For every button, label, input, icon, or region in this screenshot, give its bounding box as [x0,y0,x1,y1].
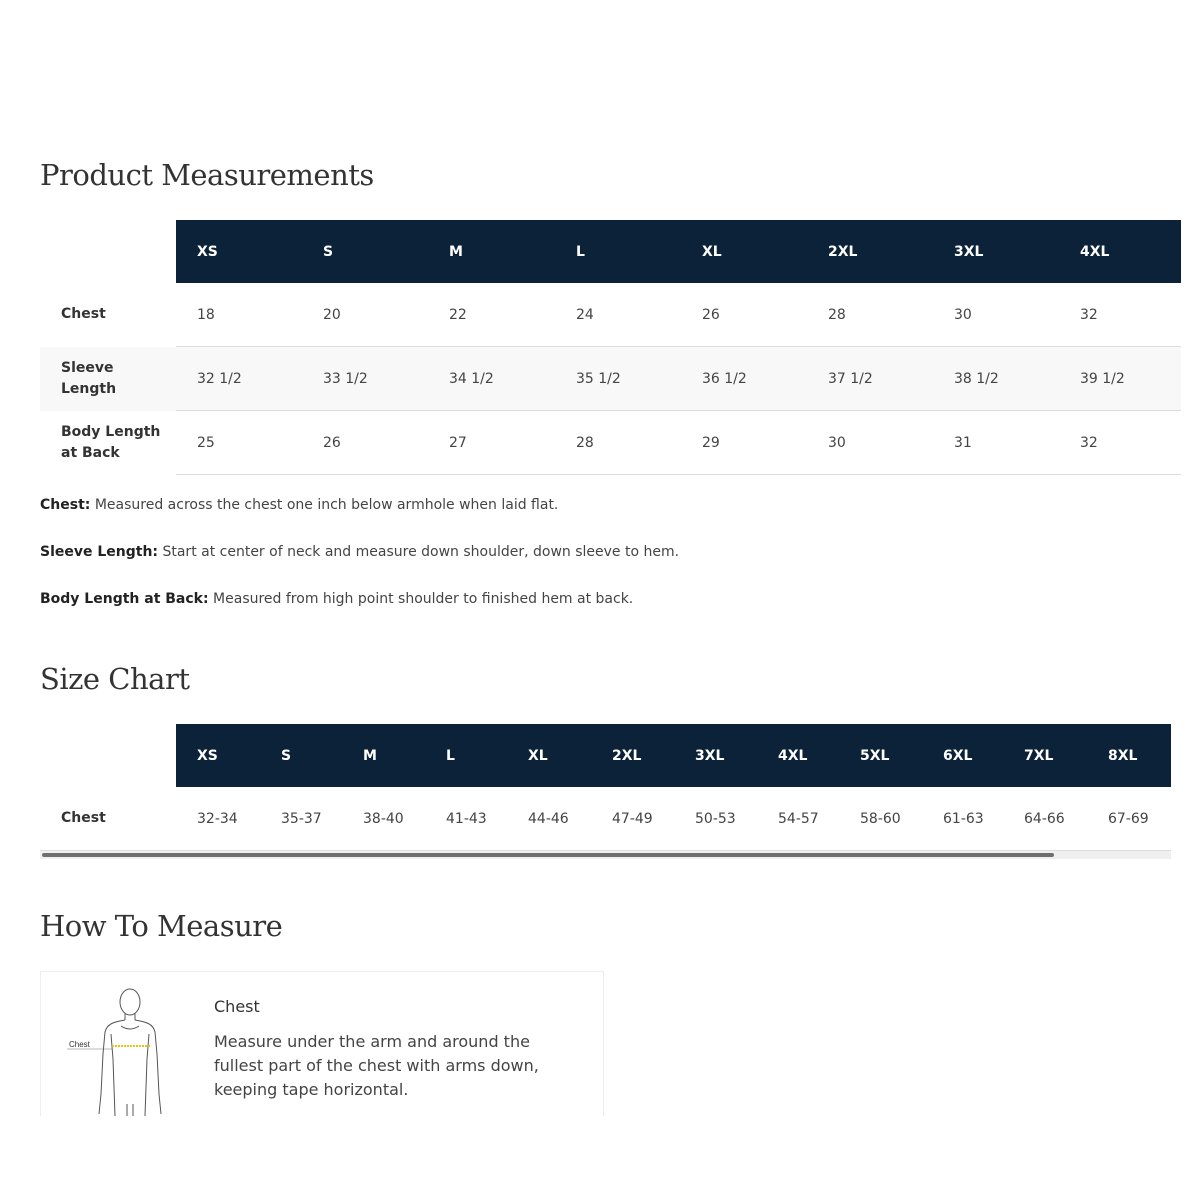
table-cell: 22 [428,283,555,347]
note-body-length [40,590,679,608]
measurement-notes [40,496,679,637]
size-header: S [302,220,428,283]
table-cell: 36 1/2 [681,347,807,411]
table-cell: 32 [1059,411,1181,475]
table-cell: 67-69 [1108,810,1149,827]
how-to-measure-title: How To Measure [40,909,283,943]
size-chart-table [40,724,1171,850]
note-text: Measured from high point shoulder to finished hem at back. [208,591,634,607]
table-cell: 29 [681,411,807,475]
person-figure-icon [63,984,173,1116]
size-header: XL [681,220,807,283]
table-cell: 25 [176,411,302,475]
table-cell: 32-34 [197,810,238,827]
table-cell: 32 [1059,283,1181,347]
table-cell: 35-37 [281,810,322,827]
size-header: 2XL [591,724,674,787]
table-row [40,787,1171,850]
table-cell: 54-57 [778,810,819,827]
size-chart-title: Size Chart [40,662,190,696]
table-row [40,283,1181,347]
table-cell: 30 [933,283,1059,347]
table-cell: 18 [176,283,302,347]
table-cell: 58-60 [860,810,901,827]
size-header: L [555,220,681,283]
note-term: Body Length at Back: [40,591,209,607]
measure-description: Measure under the arm and around the fullest part of the chest with arms down, keeping tape horizontal. [214,1032,539,1099]
size-header: 2XL [807,220,933,283]
size-header: 8XL [1087,724,1171,787]
table-cell: 27 [428,411,555,475]
table-cell: 28 [807,283,933,347]
table-cell: 41-43 [446,810,487,827]
table-cell: 61-63 [943,810,984,827]
row-label [40,347,176,411]
figure-label: Chest [69,1040,90,1049]
note-text: Measured across the chest one inch below armhole when laid flat. [90,497,559,513]
measure-card [40,971,604,1116]
table-cell: 31 [933,411,1059,475]
size-header: 4XL [757,724,839,787]
table-cell: 24 [555,283,681,347]
size-header: M [428,220,555,283]
measure-text [214,997,584,1102]
size-header: XS [176,724,260,787]
note-text: Start at center of neck and measure down shoulder, down sleeve to hem. [158,544,680,560]
header-corner [40,724,176,787]
table-cell: 32 1/2 [176,347,302,411]
size-header: XL [507,724,591,787]
size-header-row [40,220,1181,283]
table-cell: 30 [807,411,933,475]
table-cell: 47-49 [612,810,653,827]
note-chest [40,496,679,514]
table-cell: 34 1/2 [428,347,555,411]
table-cell: 50-53 [695,810,736,827]
row-label: Chest [61,810,106,826]
table-cell: 39 1/2 [1059,347,1181,411]
size-header: L [425,724,507,787]
size-header: 7XL [1003,724,1087,787]
table-cell: 26 [302,411,428,475]
table-row [40,411,1181,475]
table-cell: 33 1/2 [302,347,428,411]
table-cell: 37 1/2 [807,347,933,411]
note-sleeve-length [40,543,679,561]
table-cell: 28 [555,411,681,475]
table-row [40,347,1181,411]
table-cell: 38-40 [363,810,404,827]
size-header-row [40,724,1171,787]
note-term: Chest: [40,497,91,513]
size-header: M [342,724,425,787]
size-header: S [260,724,342,787]
row-label-text: Sleeve Length [61,359,117,397]
header-corner [40,220,176,283]
table-cell: 44-46 [528,810,569,827]
size-header: 5XL [839,724,922,787]
horizontal-scrollbar[interactable] [40,850,1171,859]
table-cell: 64-66 [1024,810,1065,827]
scrollbar-thumb[interactable] [42,853,1054,857]
size-header: 3XL [933,220,1059,283]
product-measurements-title: Product Measurements [40,158,374,192]
product-measurements-table [40,220,1181,475]
row-label [40,411,176,475]
size-header: XS [176,220,302,283]
size-header: 3XL [674,724,757,787]
row-label-text: Body Length at Back [61,423,161,461]
size-header: 6XL [922,724,1003,787]
size-header: 4XL [1059,220,1181,283]
table-cell: 26 [681,283,807,347]
measure-heading: Chest [214,997,260,1016]
table-cell: 35 1/2 [555,347,681,411]
table-cell: 38 1/2 [933,347,1059,411]
table-cell: 20 [302,283,428,347]
note-term: Sleeve Length: [40,544,159,560]
row-label: Chest [61,306,106,323]
